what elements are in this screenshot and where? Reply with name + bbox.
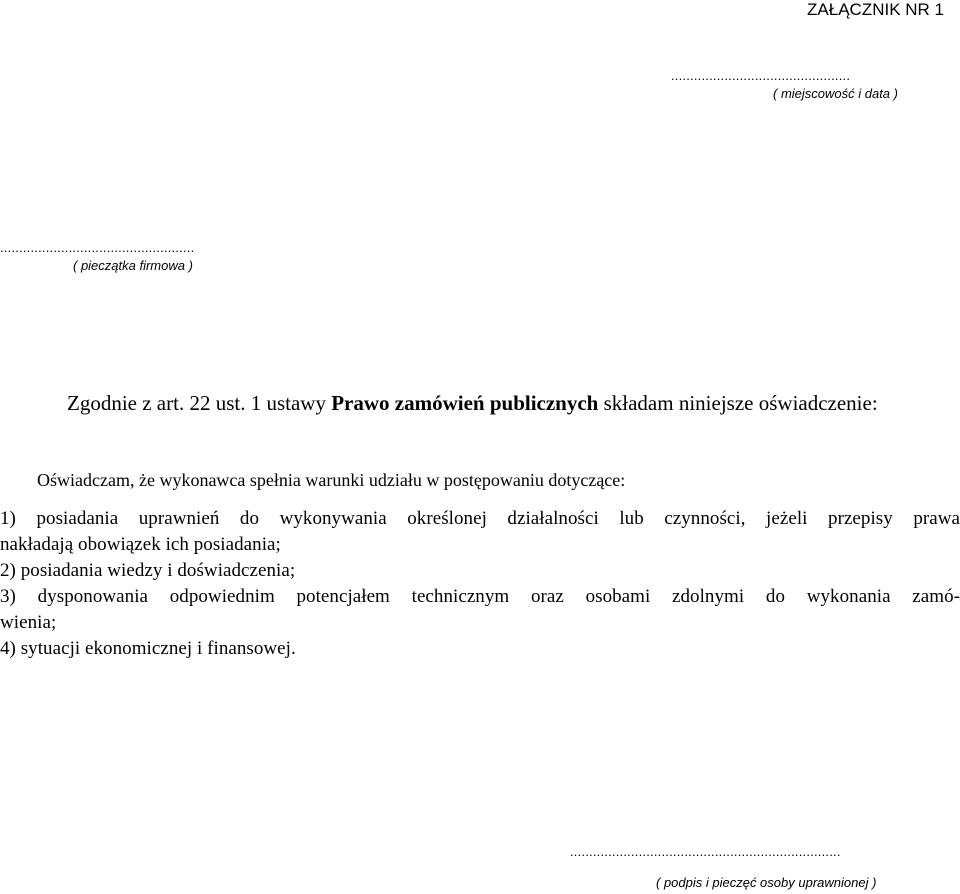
declaration-text: Oświadczam, że wykonawca spełnia warunki udziału w postępowaniu dotyczące: bbox=[37, 470, 626, 490]
company-stamp-caption: ( pieczątka firmowa ) bbox=[73, 258, 193, 273]
condition-line: 2) posiadania wiedzy i doświadczenia; bbox=[0, 560, 296, 581]
intro-suffix: składam niniejsze oświadczenie: bbox=[598, 391, 878, 415]
condition-line: 1) posiadania uprawnień do wykonywania określonej działalności lub czynności, jeżeli przepisy prawa bbox=[0, 508, 960, 529]
place-date-dotted-line: ............................................... bbox=[671, 68, 851, 83]
signature-dotted-line: ....................................................................... bbox=[570, 844, 841, 859]
law-name: Prawo zamówień publicznych bbox=[331, 391, 599, 415]
intro-prefix: Zgodnie z art. 22 ust. 1 ustawy bbox=[67, 391, 332, 415]
company-stamp-dotted-line: ................................................... bbox=[0, 240, 195, 255]
condition-line: 4) sytuacji ekonomicznej i finansowej. bbox=[0, 638, 296, 659]
conditions-list bbox=[0, 506, 960, 662]
intro-statement bbox=[67, 390, 878, 416]
condition-line: nakładają obowiązek ich posiadania; bbox=[0, 534, 281, 555]
condition-line: 3) dysponowania odpowiednim potencjałem technicznym oraz osobami zdolnymi do wykonania zamó- bbox=[0, 586, 960, 607]
signature-caption: ( podpis i pieczęć osoby uprawnionej ) bbox=[656, 875, 877, 890]
condition-line: wienia; bbox=[0, 612, 57, 633]
attachment-label: ZAŁĄCZNIK NR 1 bbox=[807, 0, 944, 19]
place-date-caption: ( miejscowość i data ) bbox=[773, 86, 898, 101]
